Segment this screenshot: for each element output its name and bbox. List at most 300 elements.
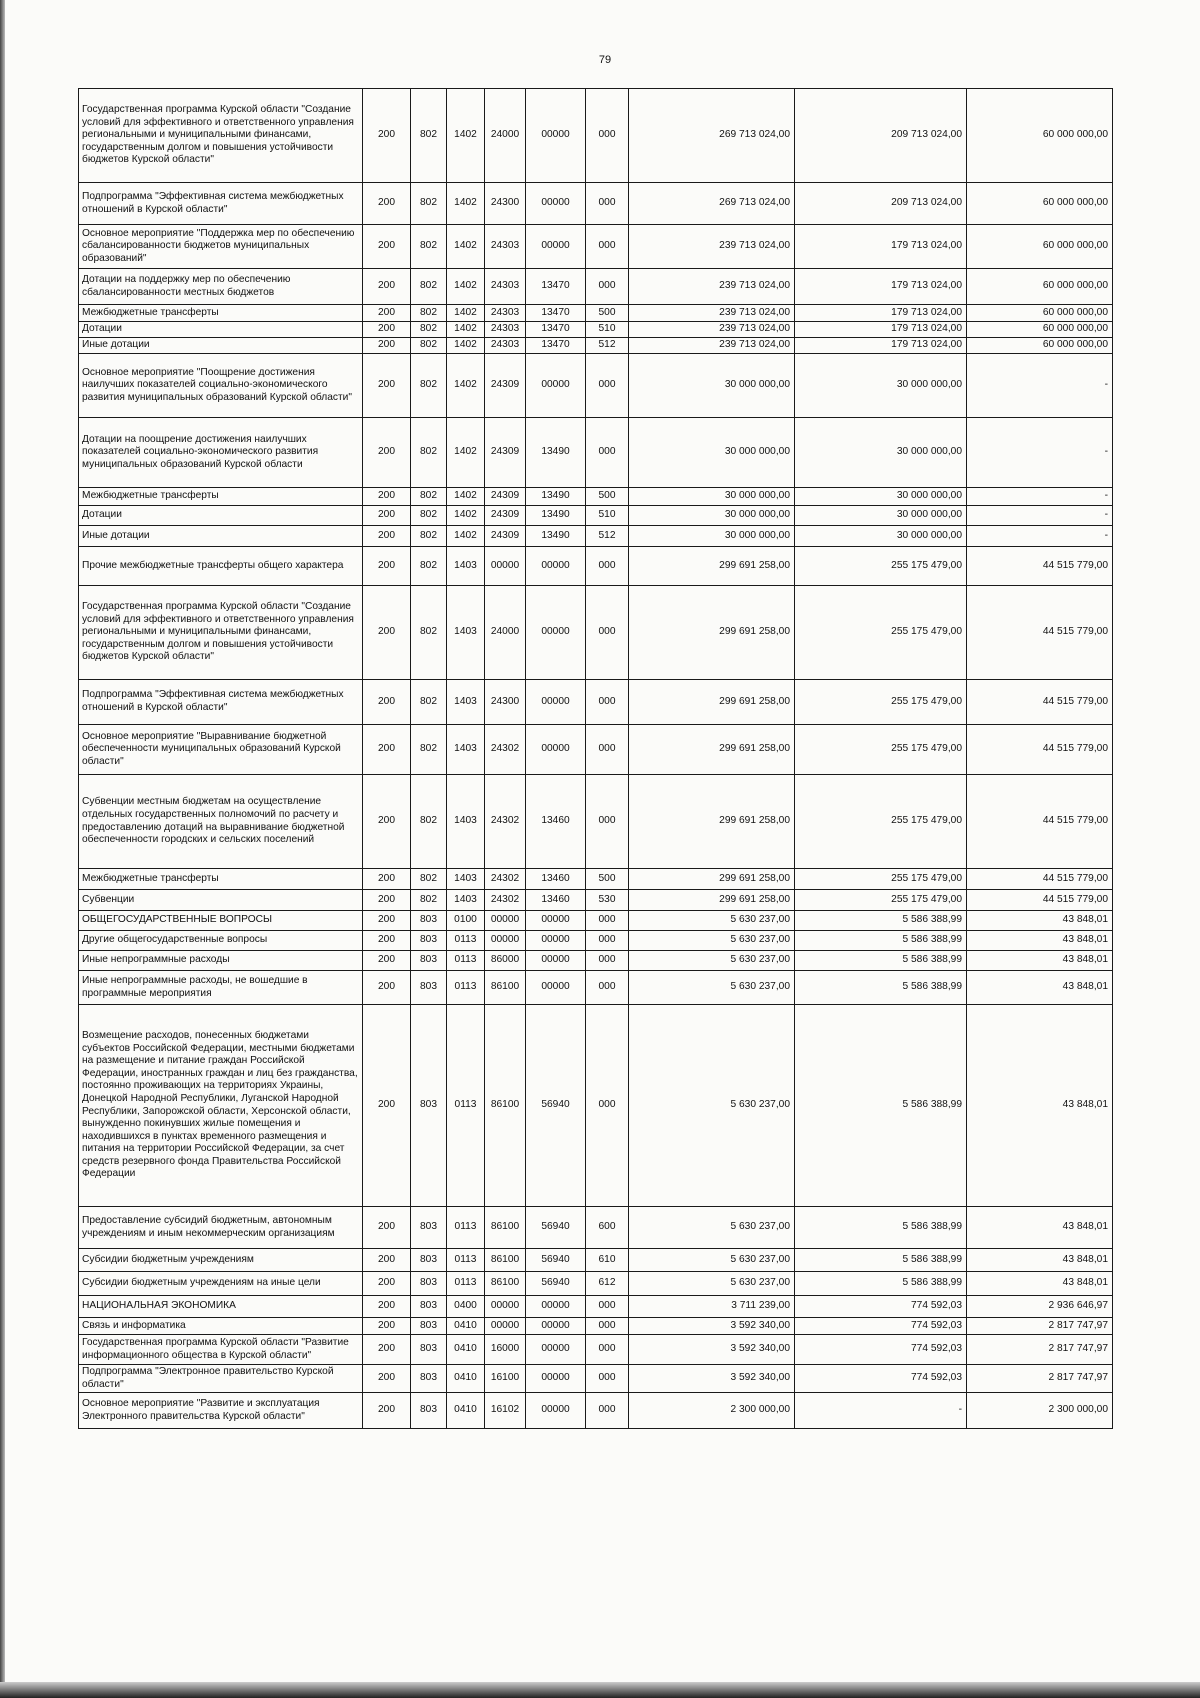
amount-plan: 5 630 237,00 — [629, 931, 795, 951]
code-section: 0113 — [447, 1005, 485, 1207]
code-expense-type: 000 — [586, 725, 629, 775]
budget-table — [78, 88, 1113, 1429]
amount-executed: 179 713 024,00 — [795, 305, 967, 322]
table-row — [79, 931, 1113, 951]
amount-remaining: 44 515 779,00 — [967, 869, 1113, 890]
code-section: 0400 — [447, 1296, 485, 1318]
code-section: 0410 — [447, 1393, 485, 1429]
amount-executed: 5 586 388,99 — [795, 911, 967, 931]
amount-executed: 179 713 024,00 — [795, 225, 967, 269]
amount-plan: 5 630 237,00 — [629, 971, 795, 1005]
row-name: Дотации — [79, 506, 363, 526]
code-program: 24309 — [485, 506, 526, 526]
code-section: 0410 — [447, 1335, 485, 1365]
code-expense-type: 600 — [586, 1207, 629, 1249]
code-section: 0113 — [447, 1207, 485, 1249]
code-section: 1402 — [447, 322, 485, 338]
code-ministry: 803 — [411, 911, 447, 931]
code-program: 86100 — [485, 971, 526, 1005]
code-direction: 56940 — [526, 1207, 586, 1249]
code-direction: 00000 — [526, 725, 586, 775]
row-name: Подпрограмма "Электронное правительство Курской области" — [79, 1365, 363, 1393]
table-row — [79, 1296, 1113, 1318]
code-section: 1402 — [447, 89, 485, 183]
code-expense-type: 500 — [586, 305, 629, 322]
row-name: Подпрограмма "Эффективная система межбюджетных отношений в Курской области" — [79, 680, 363, 725]
code-admin: 200 — [363, 911, 411, 931]
code-expense-type: 000 — [586, 1005, 629, 1207]
table-row — [79, 951, 1113, 971]
code-ministry: 803 — [411, 1272, 447, 1296]
amount-plan: 3 592 340,00 — [629, 1335, 795, 1365]
row-name: Субсидии бюджетным учреждениям — [79, 1249, 363, 1272]
code-ministry: 803 — [411, 1335, 447, 1365]
code-expense-type: 000 — [586, 1335, 629, 1365]
amount-remaining: 2 936 646,97 — [967, 1296, 1113, 1318]
code-expense-type: 000 — [586, 1318, 629, 1335]
amount-executed: 774 592,03 — [795, 1296, 967, 1318]
code-expense-type: 612 — [586, 1272, 629, 1296]
code-ministry: 803 — [411, 1296, 447, 1318]
table-row — [79, 911, 1113, 931]
table-row — [79, 322, 1113, 338]
amount-remaining: 43 848,01 — [967, 1207, 1113, 1249]
amount-executed: 179 713 024,00 — [795, 269, 967, 305]
amount-executed: 255 175 479,00 — [795, 869, 967, 890]
code-direction: 00000 — [526, 931, 586, 951]
code-section: 1403 — [447, 775, 485, 869]
amount-executed: 774 592,03 — [795, 1318, 967, 1335]
code-ministry: 802 — [411, 488, 447, 506]
table-row — [79, 890, 1113, 911]
code-program: 86100 — [485, 1005, 526, 1207]
code-expense-type: 000 — [586, 1393, 629, 1429]
code-expense-type: 510 — [586, 322, 629, 338]
row-name: Основное мероприятие "Поощрение достижения наилучших показателей социально-экономического развития муниципальных образований Курской области" — [79, 354, 363, 418]
code-expense-type: 000 — [586, 183, 629, 225]
code-admin: 200 — [363, 1296, 411, 1318]
code-program: 24309 — [485, 526, 526, 547]
code-direction: 00000 — [526, 225, 586, 269]
row-name: Иные непрограммные расходы, не вошедшие в программные мероприятия — [79, 971, 363, 1005]
code-section: 0410 — [447, 1318, 485, 1335]
row-name: Дотации на поддержку мер по обеспечению сбалансированности местных бюджетов — [79, 269, 363, 305]
code-admin: 200 — [363, 869, 411, 890]
table-row — [79, 354, 1113, 418]
code-direction: 00000 — [526, 1296, 586, 1318]
amount-remaining: 60 000 000,00 — [967, 269, 1113, 305]
code-section: 0113 — [447, 1272, 485, 1296]
scan-edge-bottom — [0, 1682, 1200, 1698]
code-expense-type: 000 — [586, 547, 629, 586]
table-row — [79, 506, 1113, 526]
code-expense-type: 000 — [586, 1296, 629, 1318]
code-ministry: 803 — [411, 951, 447, 971]
code-section: 1402 — [447, 526, 485, 547]
code-admin: 200 — [363, 1393, 411, 1429]
amount-plan: 3 592 340,00 — [629, 1318, 795, 1335]
amount-remaining: 2 817 747,97 — [967, 1365, 1113, 1393]
code-direction: 00000 — [526, 951, 586, 971]
row-name: Предоставление субсидий бюджетным, автономным учреждениям и иным некоммерческим организациям — [79, 1207, 363, 1249]
row-name: Основное мероприятие "Поддержка мер по обеспечению сбалансированности бюджетов муниципальных образований" — [79, 225, 363, 269]
amount-remaining: - — [967, 418, 1113, 488]
row-name: НАЦИОНАЛЬНАЯ ЭКОНОМИКА — [79, 1296, 363, 1318]
row-name: Межбюджетные трансферты — [79, 305, 363, 322]
code-program: 24303 — [485, 269, 526, 305]
amount-remaining: 2 300 000,00 — [967, 1393, 1113, 1429]
code-admin: 200 — [363, 775, 411, 869]
code-program: 00000 — [485, 1296, 526, 1318]
code-direction: 00000 — [526, 971, 586, 1005]
row-name: Межбюджетные трансферты — [79, 488, 363, 506]
code-expense-type: 530 — [586, 890, 629, 911]
code-direction: 13490 — [526, 488, 586, 506]
code-expense-type: 000 — [586, 1365, 629, 1393]
row-name: Основное мероприятие "Выравнивание бюджетной обеспеченности муниципальных образований Курской области" — [79, 725, 363, 775]
code-admin: 200 — [363, 1249, 411, 1272]
amount-remaining: - — [967, 526, 1113, 547]
row-name: Субвенции местным бюджетам на осуществление отдельных государственных полномочий по расчету и предоставлению дотаций на выравнивание бюджетной обеспеченности городских и сельских поселений — [79, 775, 363, 869]
code-ministry: 803 — [411, 1365, 447, 1393]
code-ministry: 802 — [411, 506, 447, 526]
amount-remaining: 44 515 779,00 — [967, 586, 1113, 680]
code-direction: 00000 — [526, 1393, 586, 1429]
row-name: Иные дотации — [79, 338, 363, 354]
code-direction: 13460 — [526, 869, 586, 890]
amount-executed: 209 713 024,00 — [795, 89, 967, 183]
code-section: 1403 — [447, 890, 485, 911]
code-ministry: 802 — [411, 305, 447, 322]
code-expense-type: 500 — [586, 488, 629, 506]
code-ministry: 802 — [411, 680, 447, 725]
code-ministry: 802 — [411, 547, 447, 586]
amount-plan: 239 713 024,00 — [629, 305, 795, 322]
table-row — [79, 1005, 1113, 1207]
code-section: 0410 — [447, 1365, 485, 1393]
amount-plan: 5 630 237,00 — [629, 1249, 795, 1272]
code-admin: 200 — [363, 418, 411, 488]
amount-remaining: 44 515 779,00 — [967, 725, 1113, 775]
code-section: 1402 — [447, 488, 485, 506]
amount-executed: 179 713 024,00 — [795, 322, 967, 338]
scan-edge-left — [0, 0, 5, 1698]
amount-plan: 299 691 258,00 — [629, 775, 795, 869]
amount-executed: 30 000 000,00 — [795, 506, 967, 526]
amount-executed: 5 586 388,99 — [795, 951, 967, 971]
code-expense-type: 000 — [586, 89, 629, 183]
code-program: 16100 — [485, 1365, 526, 1393]
code-expense-type: 000 — [586, 680, 629, 725]
code-direction: 00000 — [526, 183, 586, 225]
code-ministry: 802 — [411, 183, 447, 225]
code-program: 86100 — [485, 1207, 526, 1249]
code-expense-type: 000 — [586, 269, 629, 305]
code-direction: 56940 — [526, 1272, 586, 1296]
code-program: 24302 — [485, 869, 526, 890]
code-admin: 200 — [363, 680, 411, 725]
code-ministry: 803 — [411, 1005, 447, 1207]
code-section: 1403 — [447, 869, 485, 890]
code-admin: 200 — [363, 971, 411, 1005]
amount-plan: 5 630 237,00 — [629, 951, 795, 971]
amount-executed: 255 175 479,00 — [795, 775, 967, 869]
code-admin: 200 — [363, 225, 411, 269]
row-name: Дотации на поощрение достижения наилучших показателей социально-экономического развития муниципальных образований Курской области — [79, 418, 363, 488]
code-program: 24302 — [485, 775, 526, 869]
row-name: Возмещение расходов, понесенных бюджетами субъектов Российской Федерации, местными бюджетами на размещение и питание граждан Российской Федерации, иностранных граждан и лиц без гражданства, постоянно проживающих на территориях Украины, Донецкой Народной Республики, Луганской Народной Республики, Запорожской области, Херсонской области, вынужденно покинувших жилые помещения и находившихся в пунктах временного размещения и питания на территории Российской Федерации, за счет средств резервного фонда Правительства Российской Федерации — [79, 1005, 363, 1207]
amount-remaining: 43 848,01 — [967, 951, 1113, 971]
amount-executed: 5 586 388,99 — [795, 971, 967, 1005]
row-name: Иные дотации — [79, 526, 363, 547]
code-direction: 00000 — [526, 547, 586, 586]
code-section: 1403 — [447, 680, 485, 725]
code-ministry: 803 — [411, 931, 447, 951]
code-ministry: 802 — [411, 322, 447, 338]
row-name: Связь и информатика — [79, 1318, 363, 1335]
code-expense-type: 512 — [586, 338, 629, 354]
code-program: 24309 — [485, 354, 526, 418]
amount-executed: 30 000 000,00 — [795, 526, 967, 547]
code-admin: 200 — [363, 1365, 411, 1393]
code-section: 1402 — [447, 338, 485, 354]
table-row — [79, 338, 1113, 354]
amount-remaining: 44 515 779,00 — [967, 547, 1113, 586]
code-admin: 200 — [363, 1335, 411, 1365]
table-row — [79, 89, 1113, 183]
row-name: Иные непрограммные расходы — [79, 951, 363, 971]
amount-executed: 255 175 479,00 — [795, 547, 967, 586]
amount-plan: 299 691 258,00 — [629, 869, 795, 890]
code-ministry: 802 — [411, 586, 447, 680]
table-row — [79, 1249, 1113, 1272]
amount-remaining: 44 515 779,00 — [967, 680, 1113, 725]
row-name: Субсидии бюджетным учреждениям на иные цели — [79, 1272, 363, 1296]
amount-remaining: 60 000 000,00 — [967, 89, 1113, 183]
row-name: Субвенции — [79, 890, 363, 911]
code-admin: 200 — [363, 354, 411, 418]
amount-remaining: - — [967, 506, 1113, 526]
code-ministry: 802 — [411, 225, 447, 269]
code-section: 1402 — [447, 225, 485, 269]
amount-plan: 5 630 237,00 — [629, 911, 795, 931]
code-admin: 200 — [363, 890, 411, 911]
amount-executed: 5 586 388,99 — [795, 931, 967, 951]
code-section: 1402 — [447, 418, 485, 488]
code-direction: 56940 — [526, 1005, 586, 1207]
amount-executed: 774 592,03 — [795, 1335, 967, 1365]
row-name: Основное мероприятие "Развитие и эксплуатация Электронного правительства Курской области" — [79, 1393, 363, 1429]
amount-executed: 5 586 388,99 — [795, 1249, 967, 1272]
code-admin: 200 — [363, 1005, 411, 1207]
code-ministry: 802 — [411, 526, 447, 547]
code-ministry: 802 — [411, 338, 447, 354]
amount-remaining: 43 848,01 — [967, 1005, 1113, 1207]
code-program: 24300 — [485, 680, 526, 725]
amount-plan: 269 713 024,00 — [629, 89, 795, 183]
code-expense-type: 512 — [586, 526, 629, 547]
amount-executed: 255 175 479,00 — [795, 586, 967, 680]
code-program: 24302 — [485, 725, 526, 775]
code-program: 24303 — [485, 322, 526, 338]
amount-plan: 239 713 024,00 — [629, 269, 795, 305]
amount-plan: 299 691 258,00 — [629, 680, 795, 725]
amount-remaining: 43 848,01 — [967, 971, 1113, 1005]
code-expense-type: 610 — [586, 1249, 629, 1272]
code-program: 00000 — [485, 547, 526, 586]
code-program: 24303 — [485, 305, 526, 322]
code-ministry: 802 — [411, 418, 447, 488]
code-expense-type: 000 — [586, 951, 629, 971]
code-ministry: 803 — [411, 971, 447, 1005]
code-direction: 13460 — [526, 890, 586, 911]
code-direction: 00000 — [526, 1365, 586, 1393]
code-expense-type: 000 — [586, 225, 629, 269]
amount-plan: 5 630 237,00 — [629, 1272, 795, 1296]
code-section: 1402 — [447, 269, 485, 305]
code-section: 1403 — [447, 547, 485, 586]
amount-plan: 2 300 000,00 — [629, 1393, 795, 1429]
code-program: 24309 — [485, 488, 526, 506]
amount-executed: 30 000 000,00 — [795, 488, 967, 506]
amount-executed: 30 000 000,00 — [795, 418, 967, 488]
code-admin: 200 — [363, 1318, 411, 1335]
code-program: 86000 — [485, 951, 526, 971]
code-admin: 200 — [363, 1272, 411, 1296]
amount-plan: 30 000 000,00 — [629, 526, 795, 547]
row-name: Государственная программа Курской области "Развитие информационного общества в Курской области" — [79, 1335, 363, 1365]
table-row — [79, 269, 1113, 305]
amount-plan: 30 000 000,00 — [629, 488, 795, 506]
amount-executed: 5 586 388,99 — [795, 1005, 967, 1207]
amount-executed: 255 175 479,00 — [795, 680, 967, 725]
code-admin: 200 — [363, 586, 411, 680]
amount-plan: 299 691 258,00 — [629, 547, 795, 586]
code-ministry: 802 — [411, 354, 447, 418]
amount-plan: 299 691 258,00 — [629, 890, 795, 911]
code-direction: 00000 — [526, 586, 586, 680]
table-row — [79, 225, 1113, 269]
code-direction: 00000 — [526, 1335, 586, 1365]
code-expense-type: 500 — [586, 869, 629, 890]
table-row — [79, 680, 1113, 725]
amount-executed: 30 000 000,00 — [795, 354, 967, 418]
code-direction: 00000 — [526, 1318, 586, 1335]
code-section: 0113 — [447, 1249, 485, 1272]
code-program: 16000 — [485, 1335, 526, 1365]
amount-plan: 30 000 000,00 — [629, 506, 795, 526]
table-row — [79, 1207, 1113, 1249]
code-expense-type: 000 — [586, 586, 629, 680]
table-row — [79, 1335, 1113, 1365]
row-name: Прочие межбюджетные трансферты общего характера — [79, 547, 363, 586]
code-admin: 200 — [363, 305, 411, 322]
code-direction: 13470 — [526, 305, 586, 322]
code-direction: 00000 — [526, 680, 586, 725]
code-program: 00000 — [485, 1318, 526, 1335]
table-row — [79, 775, 1113, 869]
amount-plan: 30 000 000,00 — [629, 354, 795, 418]
row-name: Дотации — [79, 322, 363, 338]
row-name: Другие общегосударственные вопросы — [79, 931, 363, 951]
code-ministry: 802 — [411, 890, 447, 911]
table-row — [79, 305, 1113, 322]
code-direction: 13470 — [526, 322, 586, 338]
code-admin: 200 — [363, 931, 411, 951]
code-expense-type: 000 — [586, 971, 629, 1005]
amount-remaining: 43 848,01 — [967, 931, 1113, 951]
code-ministry: 802 — [411, 869, 447, 890]
code-program: 24302 — [485, 890, 526, 911]
amount-executed: - — [795, 1393, 967, 1429]
code-ministry: 802 — [411, 89, 447, 183]
amount-remaining: 60 000 000,00 — [967, 305, 1113, 322]
code-expense-type: 000 — [586, 354, 629, 418]
amount-plan: 269 713 024,00 — [629, 183, 795, 225]
amount-executed: 5 586 388,99 — [795, 1207, 967, 1249]
code-program: 00000 — [485, 911, 526, 931]
amount-remaining: 43 848,01 — [967, 911, 1113, 931]
amount-plan: 239 713 024,00 — [629, 225, 795, 269]
code-expense-type: 000 — [586, 775, 629, 869]
code-program: 00000 — [485, 931, 526, 951]
amount-executed: 774 592,03 — [795, 1365, 967, 1393]
code-admin: 200 — [363, 338, 411, 354]
code-admin: 200 — [363, 1207, 411, 1249]
code-direction: 00000 — [526, 911, 586, 931]
code-direction: 13490 — [526, 418, 586, 488]
code-program: 16102 — [485, 1393, 526, 1429]
row-name: Подпрограмма "Эффективная система межбюджетных отношений в Курской области" — [79, 183, 363, 225]
code-direction: 00000 — [526, 89, 586, 183]
amount-remaining: 43 848,01 — [967, 1272, 1113, 1296]
code-direction: 13490 — [526, 506, 586, 526]
amount-executed: 255 175 479,00 — [795, 725, 967, 775]
code-section: 1403 — [447, 586, 485, 680]
amount-plan: 3 711 239,00 — [629, 1296, 795, 1318]
code-ministry: 803 — [411, 1207, 447, 1249]
amount-plan: 239 713 024,00 — [629, 322, 795, 338]
amount-remaining: 60 000 000,00 — [967, 183, 1113, 225]
code-program: 24309 — [485, 418, 526, 488]
code-ministry: 803 — [411, 1249, 447, 1272]
code-ministry: 802 — [411, 725, 447, 775]
code-program: 86100 — [485, 1272, 526, 1296]
row-name: Государственная программа Курской области "Создание условий для эффективного и ответственного управления региональными и муниципальными финансами, государственным долгом и повышения устойчивости бюджетов Курской области" — [79, 586, 363, 680]
code-program: 24300 — [485, 183, 526, 225]
code-ministry: 802 — [411, 775, 447, 869]
code-section: 1402 — [447, 354, 485, 418]
code-admin: 200 — [363, 951, 411, 971]
amount-remaining: 43 848,01 — [967, 1249, 1113, 1272]
amount-remaining: - — [967, 488, 1113, 506]
table-row — [79, 586, 1113, 680]
amount-remaining: 44 515 779,00 — [967, 775, 1113, 869]
amount-remaining: 60 000 000,00 — [967, 338, 1113, 354]
code-section: 0100 — [447, 911, 485, 931]
row-name: Государственная программа Курской области "Создание условий для эффективного и ответственного управления региональными и муниципальными финансами, государственным долгом и повышения устойчивости бюджетов Курской области" — [79, 89, 363, 183]
amount-executed: 179 713 024,00 — [795, 338, 967, 354]
code-program: 24000 — [485, 586, 526, 680]
code-program: 86100 — [485, 1249, 526, 1272]
table-row — [79, 869, 1113, 890]
code-expense-type: 000 — [586, 911, 629, 931]
code-admin: 200 — [363, 322, 411, 338]
code-direction: 56940 — [526, 1249, 586, 1272]
amount-plan: 5 630 237,00 — [629, 1207, 795, 1249]
code-ministry: 802 — [411, 269, 447, 305]
amount-remaining: 2 817 747,97 — [967, 1335, 1113, 1365]
